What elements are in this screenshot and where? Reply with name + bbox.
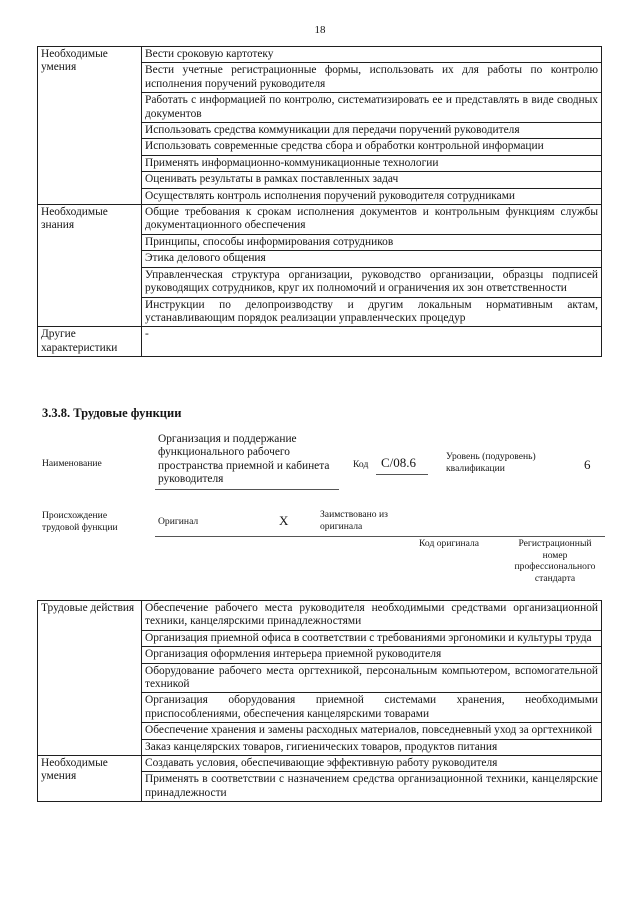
table-cell: Обеспечение хранения и замены расходных материалов, повседневный уход за оргтехникой — [142, 723, 602, 739]
table-cell: Управленческая структура организации, руководство организации, образцы подписей руководящих сотрудников, круг их полномочий и ограничения их зон ответственности — [142, 267, 602, 297]
table-cell: Заказ канцелярских товаров, гигиенических товаров, продуктов питания — [142, 739, 602, 755]
table-cell: Осуществлять контроль исполнения поручений руководителя сотрудниками — [142, 188, 602, 204]
code-value: C/08.6 — [381, 455, 417, 470]
original-mark: X — [279, 513, 289, 528]
origin-label: Происхождение трудовой функции — [42, 510, 118, 533]
table-cell: Использовать средства коммуникации для передачи поручений руководителя — [142, 123, 602, 139]
table-cell: Организация приемной офиса в соответствии с требованиями эргономики и культуры труда — [142, 630, 602, 646]
table-cell: Этика делового общения — [142, 251, 602, 267]
code-label: Код — [353, 459, 369, 470]
table-row — [38, 205, 602, 235]
row-label-skills: Необходимые умения — [38, 47, 142, 205]
name-label: Наименование — [42, 458, 102, 469]
table-cell: Принципы, способы информирования сотрудников — [142, 234, 602, 250]
table-row — [38, 756, 602, 772]
name-underline — [155, 489, 339, 490]
function-name: Организация и поддержание функционального рабочего пространства приемной и кабинета руководителя — [158, 433, 330, 486]
page-number: 18 — [314, 24, 326, 36]
table-cell: Оборудование рабочего места оргтехникой, персональным компьютером, вспомогательной техникой — [142, 663, 602, 693]
table-cell: Использовать современные средства сбора и обработки контрольной информации — [142, 139, 602, 155]
row-label-actions: Трудовые действия — [38, 601, 142, 756]
table-cell: Оценивать результаты в рамках поставленных задач — [142, 172, 602, 188]
table-row — [38, 47, 602, 63]
table-cell: Обеспечение рабочего места руководителя необходимыми средствами организационной техники, канцелярскими принадлежностями — [142, 601, 602, 631]
level-label: Уровень (подуровень) квалификации — [446, 451, 536, 474]
level-value: 6 — [584, 457, 591, 472]
table-row — [38, 327, 602, 357]
table-cell: Вести учетные регистрационные формы, использовать их для работы по контролю исполнения поручений руководителя — [142, 63, 602, 93]
row-label-skills-2: Необходимые умения — [38, 756, 142, 802]
original-label: Оригинал — [158, 516, 199, 527]
section-heading: 3.3.8. Трудовые функции — [42, 406, 182, 420]
table-cell: Организация оборудования приемной системами хранения, необходимыми приспособлениями, обеспечения канцелярскими товарами — [142, 693, 602, 723]
table-row — [38, 601, 602, 631]
table-cell: Общие требования к срокам исполнения документов и контрольным функциям службы документационного обеспечения — [142, 205, 602, 235]
row-label-knowledge: Необходимые знания — [38, 205, 142, 327]
code-underline — [376, 474, 428, 475]
table-cell: Применять в соответствии с назначением средства организационной техники, канцелярские принадлежности — [142, 772, 602, 802]
table-cell: Организация оформления интерьера приемной руководителя — [142, 647, 602, 663]
borrowed-label: Заимствовано из оригинала — [320, 509, 388, 532]
table-cell: Применять информационно-коммуникационные технологии — [142, 155, 602, 171]
origin-underline — [155, 536, 605, 537]
table-cell: Работать с информацией по контролю, систематизировать ее и представлять в виде сводных документов — [142, 93, 602, 123]
reg-number-label: Регистрационный номер профессионального стандарта — [514, 538, 596, 584]
table-cell: Создавать условия, обеспечивающие эффективную работу руководителя — [142, 756, 602, 772]
requirements-table-bottom — [37, 600, 602, 802]
original-code-label: Код оригинала — [419, 538, 480, 549]
table-cell: Вести сроковую картотеку — [142, 47, 602, 63]
table-cell: Инструкции по делопроизводству и другим локальным нормативным актам, устанавливающим порядок реализации управленческих процедур — [142, 297, 602, 327]
requirements-table-top — [37, 46, 602, 357]
row-label-other: Другие характеристики — [38, 327, 142, 357]
table-cell: - — [142, 327, 602, 357]
